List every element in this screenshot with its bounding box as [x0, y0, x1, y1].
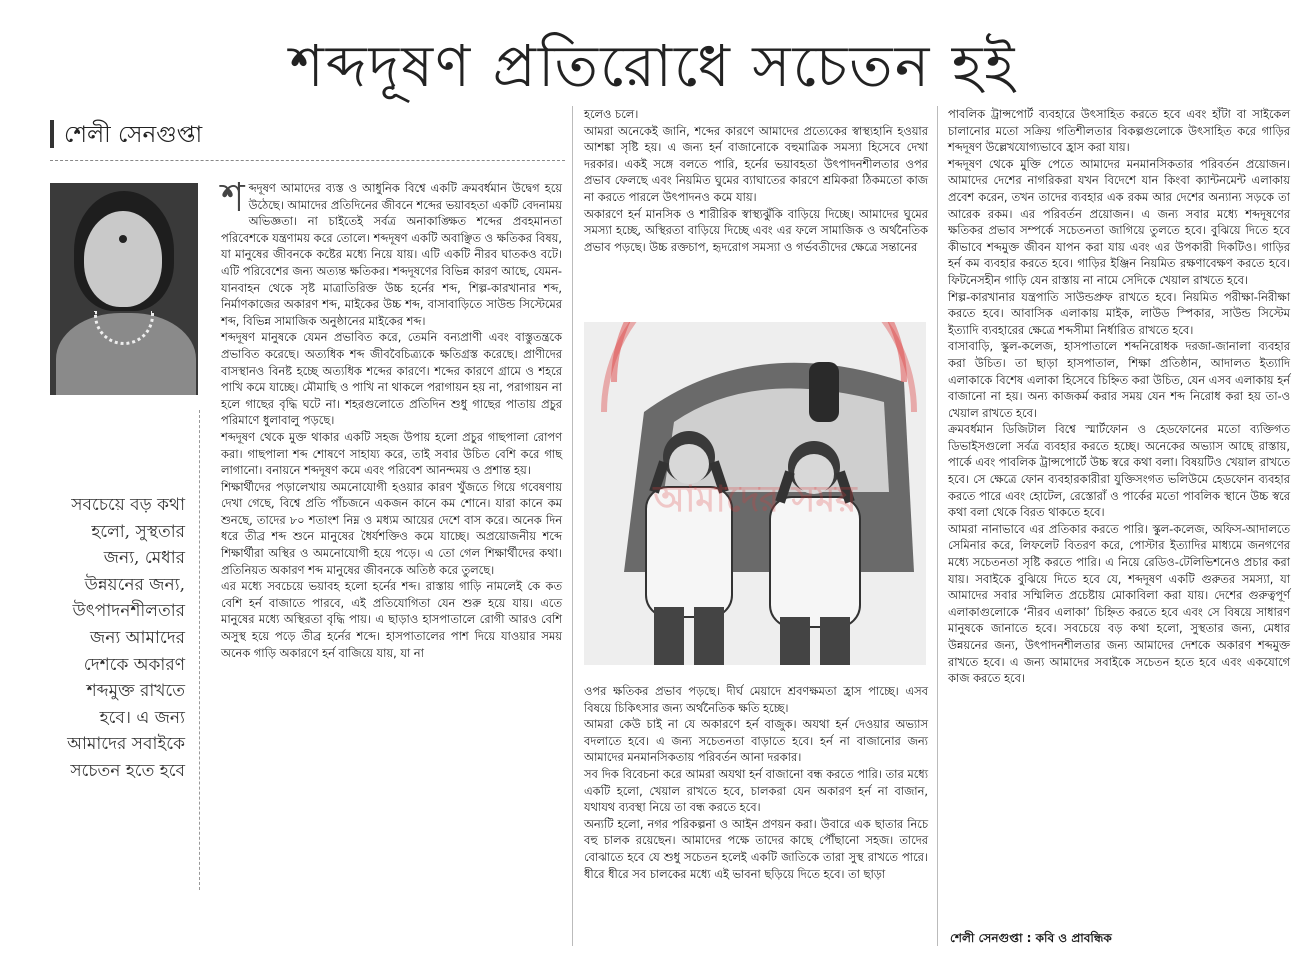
article-paragraph: বাসাবাড়ি, স্কুল-কলেজ, হাসপাতালে শব্দনিরোধক দরজা-জানালা ব্যবহার করা উচিত। তা ছাড়া হাসপাতাল, শিক্ষা প্রতিষ্ঠান, আদালত ইত্যাদি এলাকাকে বিশেষ এলাকা হিসেবে চিহ্নিত করা উচিত, যেন এসব এলাকায় হর্ন বাজানো না হয়। অন্য কাজকর্ম করার সময় যেন শব্দ নিরোধ করা হয় তা-ও খেয়াল রাখতে হবে। — [948, 339, 1290, 420]
byline-divider — [50, 160, 565, 161]
headline: শব্দদূষণ প্রতিরোধে সচেতন হই — [289, 32, 1017, 100]
drop-cap: শ — [221, 175, 245, 221]
article-paragraph: আমরা নানাভাবে এর প্রতিকার করতে পারি। স্কুল-কলেজ, অফিস-আদালতে সেমিনার করে, লিফলেট বিতরণ করে, পোস্টার ইত্যাদির মাধ্যমে জনগণের মধ্যে সচেতনতা সৃষ্টি করতে পারি। এ নিয়ে রেডিও-টেলিভিশনেও প্রচার করা যায়। সবাইকে বুঝিয়ে দিতে হবে যে, শব্দদূষণ একটি গুরুতর সমস্যা, যা আমাদের সবার সম্মিলিত প্রচেষ্টায় মোকাবিলা করা যায়। দেশের গুরুত্বপূর্ণ এলাকাগুলোকে ‘নীরব এলাকা’ চিহ্নিত করতে হবে এবং সে বিষয়ে সাধারণ মানুষকে জানাতে হবে। সবচেয়ে বড় কথা হলো, সুস্থতার জন্য, মেধার উন্নয়নের জন্য, উৎপাদনশীলতার জন্য আমাদের দেশকে অকারণ শব্দমুক্ত রাখতে হবে। এ জন্য আমাদের সবাইকে সচেতন হতে হবে এবং একযোগে কাজ করতে হবে। — [948, 521, 1290, 686]
article-paragraph: শব্দদূষণ মানুষকে যেমন প্রভাবিত করে, তেমনি বন্যপ্রাণী এবং বাস্তুতন্ত্রকে প্রভাবিত করেছে। অত্যধিক শব্দ জীববৈচিত্র্যকে ক্ষতিগ্রস্ত করেছে। প্রাণীদের বাসস্থানও বিনষ্ট হচ্ছে অত্যধিক শব্দের কারণে। শব্দের কারণে গ্রামে ও শহরে পাখি কমে যাচ্ছে। মৌমাছি ও পাখি না থাকলে পরাগায়ন হয় না, পরাগায়ন না হলে গাছের বৃদ্ধি ঘটে না। শহরগুলোতে প্রতিদিন শুধু গাছের পাতায় প্রচুর পরিমাণে ধুলাবালু পড়ছে। — [221, 330, 562, 428]
illustration-students-covering-ears — [584, 322, 926, 665]
article-paragraph: অকারণে হর্ন মানসিক ও শারীরিক স্বাস্থ্যঝুঁকি বাড়িয়ে দিচ্ছে। আমাদের ঘুমের সমস্যা হচ্ছে, অস্থিরতা বাড়িয়ে দিচ্ছে এবং এর ফলে সামাজিক ও অর্থনৈতিক প্রভাব পড়ছে। উচ্চ রক্তচাপ, হৃদরোগ সমস্যা ও গর্ভবতীদের ক্ষেত্রে সন্তানের — [584, 206, 928, 254]
article-paragraph: ক্রমবর্ধমান ডিজিটাল বিশ্বে স্মার্টফোন ও হেডফোনের মতো ব্যক্তিগত ডিভাইসগুলো সর্বত্র ব্যবহার করতে হচ্ছে। অনেকের অভ্যাস আছে রাস্তায়, পার্কে এবং পাবলিক ট্রান্সপোর্টে উচ্চ স্বরে কথা বলা। বিষয়টিও খেয়াল রাখতে হবে। সে ক্ষেত্রে ফোন ব্যবহারকারীরা যুক্তিসংগত ভলিউমে হেডফোন ব্যবহার করতে পারে এবং হোটেল, রেস্তোরাঁ ও পার্কের মতো পাবলিক স্থানে উচ্চ স্বরে কথা বলা থেকে বিরত থাকতে হবে। — [948, 422, 1290, 520]
article-column-3 — [948, 106, 1290, 687]
article-paragraph: এর মধ্যে সবচেয়ে ভয়াবহ হলো হর্নের শব্দ। রাস্তায় গাড়ি নামলেই কে কত বেশি হর্ন বাজাতে পারবে, এই প্রতিযোগিতা যেন শুরু হয়ে যায়। এতে মানুষের মধ্যে অস্থিরতা বৃদ্ধি পায়। এ ছাড়াও হাসপাতালে রোগী আরও বেশি অসুস্থ হয়ে পড়ে তীব্র হর্নের শব্দে। হাসপাতালের পাশ দিয়ে যাওয়ার সময় অনেক গাড়ি অকারণে হর্ন বাজিয়ে যায়, যা না — [221, 579, 562, 660]
article-paragraph: হলেও চলে। — [584, 107, 639, 121]
article-paragraph: শিক্ষার্থীদের পড়ালেখায় অমনোযোগী হওয়ার কারণ খুঁজতে গিয়ে গবেষণায় দেখা গেছে, বিশ্বে প্রতি পাঁচজনে একজন কানে কম শোনে। যারা কানে কম শুনছে, তাদের ৮০ শতাংশ নিম্ন ও মধ্যম আয়ের দেশে বাস করে। অনেক দিন ধরে তীব্র শব্দ শুনে মানুষের ধৈর্যশক্তিও কমে যাচ্ছে। অপ্রয়োজনীয় শব্দে শিক্ষার্থীরা অস্থির ও অমনোযোগী হয়ে পড়ে। এ তো গেল শিক্ষার্থীদের কথা। প্রতিনিয়ত অকারণ শব্দ মানুষের জীবনকে অতিষ্ঠ করে তুলছে। — [221, 479, 562, 577]
article-paragraph: শব্দদূষণ থেকে মুক্তি পেতে আমাদের মনমানসিকতার পরিবর্তন প্রয়োজন। আমাদের দেশের নাগরিকরা যখন বিদেশে যান কিংবা ক্যান্টনমেন্ট এলাকায় প্রবেশ করেন, তখন তাদের ব্যবহার এক রকম আর দেশের অন্যান্য সড়কে তা আরেক রকম। এর পরিবর্তন প্রয়োজন। এ জন্য সবার মধ্যে শব্দদূষণের ক্ষতিকর প্রভাব সম্পর্কে সচেতনতা জাগিয়ে তুলতে হবে। বুঝিয়ে দিতে হবে কীভাবে শব্দমুক্ত জীবন যাপন করা যায় এবং এর উপকারী দিকটিও। গাড়ির হর্ন কম ব্যবহার করতে হবে। গাড়ির ইঞ্জিন নিয়মিত রক্ষণাবেক্ষণ করতে হবে। ফিটনেসহীন গাড়ি যেন রাস্তায় না নামে সেদিকে খেয়াল রাখতে হবে। — [948, 156, 1290, 287]
article-paragraph: ওপর ক্ষতিকর প্রভাব পড়ছে। দীর্ঘ মেয়াদে শ্রবণক্ষমতা হ্রাস পাচ্ছে। এসব বিষয়ে চিকিৎসার জন্য অর্থনৈতিক ক্ষতি হচ্ছে। — [584, 684, 928, 715]
article-paragraph: শব্দদূষণ থেকে মুক্ত থাকার একটি সহজ উপায় হলো প্রচুর গাছপালা রোপণ করা। গাছপালা শব্দ শোষণে সাহায্য করে, তাই সবার উচিত বেশি করে গাছ লাগানো। বনায়নে শব্দদূষণ কমে এবং পরিবেশ আনন্দময় ও প্রশান্ত হয়। — [221, 429, 562, 478]
author-portrait — [50, 183, 198, 395]
article-paragraph: শিল্প-কারখানার যন্ত্রপাতি সাউন্ডপ্রুফ রাখতে হবে। নিয়মিত পরীক্ষা-নিরীক্ষা করতে হবে। আবাসিক এলাকায় মাইক, লাউড স্পিকার, সাউন্ড সিস্টেম ইত্যাদি ব্যবহারের ক্ষেত্রে শব্দসীমা নির্ধারিত রাখতে হবে। — [948, 289, 1290, 337]
article-paragraph: আমরা কেউ চাই না যে অকারণে হর্ন বাজুক। অযথা হর্ন দেওয়ার অভ্যাস বদলাতে হবে। এ জন্য সচেতনতা বাড়াতে হবে। হর্ন না বাজানোর জন্য আমাদের মনমানসিকতায় পরিবর্তন আনা দরকার। — [584, 717, 928, 765]
article-column-2 — [584, 106, 928, 255]
column-divider — [937, 106, 938, 946]
article-paragraph: আমরা অনেকেই জানি, শব্দের কারণে আমাদের প্রত্যেকের স্বাস্থ্যহানি হওয়ার আশঙ্কা সৃষ্টি হয়। এ জন্য হর্ন বাজানোকে বহুমাত্রিক সমস্যা হিসেবে দেখা দরকার। একই সঙ্গে বলতে পারি, হর্নের ভয়াবহতা উৎপাদনশীলতার ওপর প্রভাব ফেলছে এবং নিয়মিত ঘুমের ব্যাঘাতের কারণে শ্রমিকরা ঠিকমতো কাজ না করতে পারলে উৎপাদনও কমে যায়। — [584, 123, 928, 204]
pull-quote: সবচেয়ে বড় কথা হলো, সুস্থতার জন্য, মেধার উন্নয়নের জন্য, উৎপাদনশীলতার জন্য আমাদের দেশকে অকারণ শব্দমুক্ত রাখতে হবে। এ জন্য আমাদের সবাইকে সচেতন হতে হবে — [67, 495, 185, 781]
article-column-1 — [221, 175, 562, 661]
watermark: আমাদের সময় — [653, 479, 857, 520]
article-paragraph: পাবলিক ট্রান্সপোর্ট ব্যবহারে উৎসাহিত করতে হবে এবং হাঁটা বা সাইকেল চালানোর মতো সক্রিয় গতিশীলতার বিকল্পগুলোকে উৎসাহিত করে গাড়ির শব্দদূষণ উল্লেখযোগ্যভাবে হ্রাস করা যায়। — [948, 107, 1290, 155]
article-paragraph: সব দিক বিবেচনা করে আমরা অযথা হর্ন বাজানো বন্ধ করতে পারি। তার মধ্যে একটি হলো, খেয়াল রাখতে হবে, চালকরা যেন অকারণ হর্ন না বাজান, যথাযথ ব্যবস্থা নিয়ে তা বন্ধ করতে হবে। — [584, 766, 928, 815]
author-signature: শেলী সেনগুপ্তা : কবি ও প্রাবন্ধিক — [950, 931, 1112, 945]
article-text: ব্দদূষণ আমাদের ব্যস্ত ও আধুনিক বিশ্বে একটি ক্রমবর্ধমান উদ্বেগ হয়ে উঠেছে। আমাদের প্রতিদিনের জীবনে শব্দের ভয়াবহতা একটি বেদনাময় অভিজ্ঞতা। না চাইতেই সর্বত্র অনাকাঙ্ক্ষিত শব্দের প্রবহমানতা পরিবেশকে যন্ত্রণাময় করে তোলে। শব্দদূষণ একটি অবাঞ্ছিত ও ক্ষতিকর বিষয়, যা মানুষের জীবনকে কষ্টের মধ্যে নিয়ে যায়। এটি একটি নীরব ঘাতকও বটে। এটি পরিবেশের জন্য অত্যন্ত ক্ষতিকর। শব্দদূষণের বিভিন্ন কারণ আছে, যেমন- যানবাহন থেকে সৃষ্ট মাত্রাতিরিক্ত উচ্চ হর্নের শব্দ, শিল্প-কারখানার শব্দ, নির্মাণকাজের অকারণ শব্দ, মাইকের উচ্চ শব্দ, বাসাবাড়িতে সাউন্ড সিস্টেমের শব্দ, বিভিন্ন সামাজিক অনুষ্ঠানের মাইকের শব্দ। — [221, 181, 562, 328]
author-byline: শেলী সেনগুপ্তা — [64, 122, 203, 148]
article-paragraph — [221, 175, 562, 329]
article-paragraph: অন্যটি হলো, নগর পরিকল্পনা ও আইন প্রণয়ন করা। উবারে এক ছাতার নিচে বহু চালক রয়েছেন। আমাদের পক্ষে তাদের কাছে পৌঁছানো সহজ। তাদের বোঝাতে হবে যে শুধু সচেতন হলেই একটি জাতিকে তারা সুস্থ রাখতে পারে। ধীরে ধীরে সব চালকের মধ্যে এই ভাবনা ছড়িয়ে দিতে হবে। তা ছাড়া — [584, 816, 928, 881]
column-divider — [572, 106, 573, 946]
article-column-2-continued — [584, 683, 928, 882]
byline-bar — [50, 120, 54, 148]
pull-quote-divider — [199, 410, 200, 890]
